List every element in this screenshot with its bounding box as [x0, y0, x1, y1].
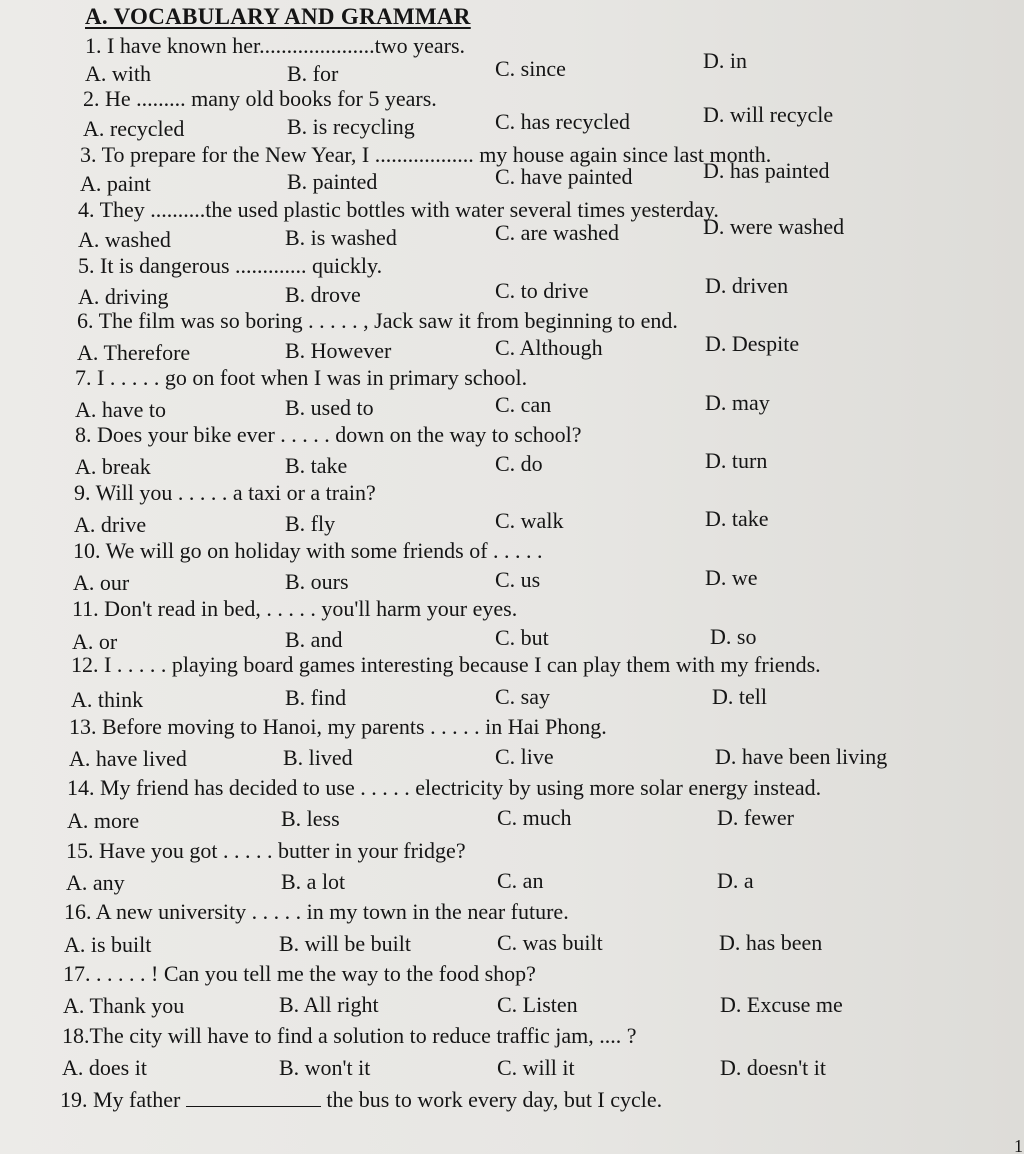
- question-17: 17. . . . . . ! Can you tell me the way to the food shop?: [63, 961, 536, 986]
- question-6-option-d: D. Despite: [705, 331, 800, 356]
- question-15-option-d: D. a: [717, 868, 754, 893]
- question-7-option-b: B. used to: [285, 395, 374, 420]
- question-11-option-a: A. or: [72, 629, 118, 654]
- question-6-option-a: A. Therefore: [77, 340, 191, 365]
- question-5-option-a: A. driving: [78, 284, 169, 309]
- question-7-option-d: D. may: [705, 390, 770, 415]
- question-10-option-b: B. ours: [285, 569, 349, 594]
- question-14-option-a: A. more: [67, 808, 140, 833]
- question-14-option-b: B. less: [281, 806, 340, 831]
- question-3-option-c: C. have painted: [495, 164, 633, 189]
- question-10-option-c: C. us: [495, 567, 541, 592]
- question-14-option-c: C. much: [497, 805, 572, 830]
- question-10-option-d: D. we: [705, 565, 758, 590]
- question-1-option-b: B. for: [287, 61, 339, 86]
- question-8-option-a: A. break: [75, 454, 151, 479]
- question-2-option-a: A. recycled: [83, 116, 185, 141]
- question-15-option-c: C. an: [497, 868, 544, 893]
- question-15-option-b: B. a lot: [281, 869, 346, 894]
- question-8-option-b: B. take: [285, 453, 348, 478]
- question-13-option-a: A. have lived: [69, 746, 187, 771]
- question-19: [60, 1087, 662, 1113]
- question-11-option-b: B. and: [285, 627, 343, 652]
- question-4-option-a: A. washed: [78, 227, 171, 252]
- question-3: 3. To prepare for the New Year, I .................. my house again since last month.: [80, 142, 772, 167]
- question-6: 6. The film was so boring . . . . . , Jack saw it from beginning to end.: [77, 308, 678, 333]
- question-15-option-a: A. any: [66, 870, 125, 895]
- question-7-option-c: C. can: [495, 392, 552, 417]
- question-12-option-a: A. think: [71, 687, 144, 712]
- question-1-option-a: A. with: [85, 61, 151, 86]
- question-9-option-a: A. drive: [74, 512, 147, 537]
- question-9-option-c: C. walk: [495, 508, 564, 533]
- question-6-option-c: C. Although: [495, 335, 603, 360]
- question-4-option-c: C. are washed: [495, 220, 620, 245]
- question-13-option-b: B. lived: [283, 745, 353, 770]
- question-13-option-d: D. have been living: [715, 744, 888, 769]
- question-18: 18.The city will have to find a solution to reduce traffic jam, .... ?: [62, 1023, 637, 1048]
- question-9-option-d: D. take: [705, 506, 769, 531]
- question-12-option-c: C. say: [495, 684, 550, 709]
- question-2-option-c: C. has recycled: [495, 109, 630, 134]
- question-13-option-c: C. live: [495, 744, 554, 769]
- question-14-option-d: D. fewer: [717, 805, 794, 830]
- answer-blank: [186, 1088, 321, 1107]
- question-2-option-b: B. is recycling: [287, 114, 415, 139]
- question-16-option-c: C. was built: [497, 930, 603, 955]
- question-12-option-d: D. tell: [712, 684, 767, 709]
- question-3-option-d: D. has painted: [703, 158, 830, 183]
- question-10: 10. We will go on holiday with some friends of . . . . .: [73, 538, 543, 563]
- question-1-option-d: D. in: [703, 48, 747, 73]
- question-17-option-d: D. Excuse me: [720, 992, 843, 1017]
- question-4-option-d: D. were washed: [703, 214, 845, 239]
- question-5-option-b: B. drove: [285, 282, 361, 307]
- section-title: A. VOCABULARY AND GRAMMAR: [85, 4, 471, 29]
- question-8-option-d: D. turn: [705, 448, 768, 473]
- question-15: 15. Have you got . . . . . butter in your fridge?: [66, 838, 466, 863]
- question-12-option-b: B. find: [285, 685, 347, 710]
- question-18-option-c: C. will it: [497, 1055, 575, 1080]
- question-17-option-c: C. Listen: [497, 992, 578, 1017]
- question-3-option-a: A. paint: [80, 171, 151, 196]
- question-5: 5. It is dangerous ............. quickly.: [78, 253, 383, 278]
- question-13: 13. Before moving to Hanoi, my parents . . . . . in Hai Phong.: [69, 714, 607, 739]
- question-16-option-a: A. is built: [64, 932, 152, 957]
- question-16-option-b: B. will be built: [279, 931, 411, 956]
- question-17-option-b: B. All right: [279, 992, 379, 1017]
- question-4: 4. They ..........the used plastic bottles with water several times yesterday.: [78, 197, 719, 222]
- question-8: 8. Does your bike ever . . . . . down on the way to school?: [75, 422, 582, 447]
- question-16-option-d: D. has been: [719, 930, 823, 955]
- question-2-option-d: D. will recycle: [703, 102, 834, 127]
- question-8-option-c: C. do: [495, 451, 543, 476]
- question-7: 7. I . . . . . go on foot when I was in primary school.: [75, 365, 528, 390]
- question-14: 14. My friend has decided to use . . . . . electricity by using more solar energy instead.: [67, 775, 822, 800]
- page-number: 1: [1014, 1136, 1023, 1154]
- question-11-option-d: D. so: [710, 624, 757, 649]
- question-6-option-b: B. However: [285, 338, 392, 363]
- question-18-option-b: B. won't it: [279, 1055, 371, 1080]
- question-16: 16. A new university . . . . . in my town in the near future.: [64, 899, 569, 924]
- question-18-option-d: D. doesn't it: [720, 1055, 827, 1080]
- question-11-option-c: C. but: [495, 625, 549, 650]
- question-5-option-d: D. driven: [705, 273, 789, 298]
- question-12: 12. I . . . . . playing board games interesting because I can play them with my friends.: [71, 652, 821, 677]
- question-1: 1. I have known her.....................two years.: [85, 33, 466, 58]
- question-19-end: the bus to work every day, but I cycle.: [326, 1087, 663, 1112]
- question-5-option-c: C. to drive: [495, 278, 589, 303]
- question-10-option-a: A. our: [73, 570, 130, 595]
- question-3-option-b: B. painted: [287, 169, 378, 194]
- question-2: 2. He ......... many old books for 5 years.: [83, 86, 437, 111]
- question-9-option-b: B. fly: [285, 511, 336, 536]
- question-17-option-a: A. Thank you: [63, 993, 185, 1018]
- question-1-option-c: C. since: [495, 56, 566, 81]
- question-18-option-a: A. does it: [62, 1055, 147, 1080]
- question-19-start: 19. My father: [60, 1087, 181, 1112]
- question-9: 9. Will you . . . . . a taxi or a train?: [74, 480, 376, 505]
- question-11: 11. Don't read in bed, . . . . . you'll harm your eyes.: [72, 596, 518, 621]
- question-7-option-a: A. have to: [75, 397, 167, 422]
- question-4-option-b: B. is washed: [285, 225, 397, 250]
